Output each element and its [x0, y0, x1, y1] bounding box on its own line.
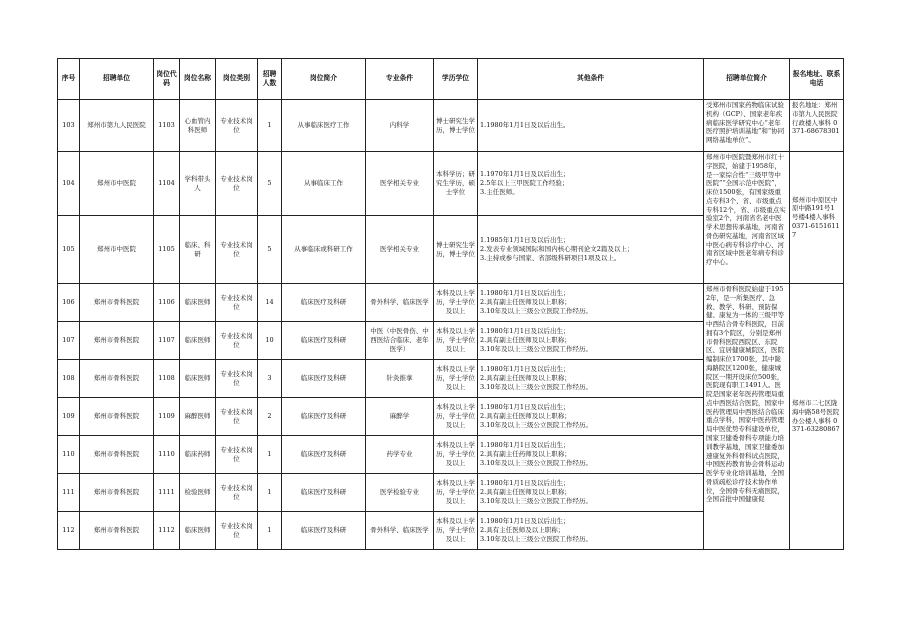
condition-line: 2.具有副主任医师及以上职称； — [480, 488, 571, 497]
condition-line: 2.发表专业领域国际和国内核心期刊论文2篇及以上； — [480, 245, 634, 254]
post-category: 专业技术岗位 — [216, 322, 258, 360]
post-name: 麻醉医师 — [180, 398, 216, 436]
post-name: 学科带头人 — [180, 152, 216, 216]
post-code: 1103 — [154, 100, 180, 152]
degree-requirement: 博士研究生学历，博士学位 — [434, 216, 478, 284]
condition-line: 1.1980年1月1日及以后出生； — [480, 441, 570, 450]
contact-info: 报名地址：郑州市第九人民医院行政楼人事科 0371-68678301 — [790, 100, 844, 152]
post-code: 1108 — [154, 360, 180, 398]
header-cell: 招聘单位 — [80, 59, 154, 100]
condition-line: 1.1970年1月1日及以后出生； — [480, 170, 570, 179]
other-conditions — [478, 152, 704, 216]
major-requirement: 骨外科学、临床医学 — [366, 512, 434, 550]
post-code: 1104 — [154, 152, 180, 216]
condition-line: 1.1985年1月1日及以后出生； — [480, 236, 570, 245]
hire-count: 5 — [258, 216, 282, 284]
other-conditions — [478, 474, 704, 512]
employer: 郑州市骨科医院 — [80, 398, 154, 436]
row-number: 104 — [58, 152, 80, 216]
major-requirement: 药学专业 — [366, 436, 434, 474]
row-number: 109 — [58, 398, 80, 436]
condition-line: 1.1980年1月1日及以后出生； — [480, 365, 570, 374]
other-conditions — [478, 216, 704, 284]
hire-count: 1 — [258, 512, 282, 550]
condition-line: 3.10年及以上三级公立医院工作经历。 — [480, 420, 592, 429]
condition-line: 1.1980年1月1日及以后出生。 — [480, 121, 570, 130]
employer: 郑州市骨科医院 — [80, 474, 154, 512]
header-cell: 岗位名称 — [180, 59, 216, 100]
condition-line: 2.具有副主任医师及以上职称； — [480, 336, 571, 345]
post-intro: 临床医疗及科研 — [282, 436, 366, 474]
header-row — [58, 59, 844, 100]
degree-requirement: 本科及以上学历，学士学位及以上 — [434, 360, 478, 398]
post-category: 专业技术岗位 — [216, 398, 258, 436]
degree-requirement: 本科及以上学历，学士学位及以上 — [434, 474, 478, 512]
other-conditions — [478, 398, 704, 436]
employer-intro: 郑州市骨科医院始建于1952年，是一所集医疗、急救、教学、科研、预防保健、康复为一体的三级甲等中西结合骨专科医院，目前拥有3个院区，分别是郑州市骨科医院西院区、东院区、宜居健康城院区，医院编制床位1700张，其中陇海路院区1200张，健康城院区一期开设床位500张，医院现有职工1491人。医院是国家老年医药管理局重点中西医结合医院，国家中医药管理局中西医结合临床重点学科，国家中医药管理局中医优势专科建设单位，国家卫健委骨科专项能力培训教学基地，国家卫健委加速康复外科骨科试点医院，中国医药教育协会骨科运动医学专业化培训基地，全国骨质疏松诊疗技术协作单位，全国骨专科无痛医院，全国首批中国健康促 — [704, 284, 790, 550]
condition-line: 3.主持或参与国家、省部级科研项目1项及以上。 — [480, 253, 621, 262]
header-cell: 学历学位 — [434, 59, 478, 100]
hire-count: 5 — [258, 152, 282, 216]
condition-line: 3.10年及以上三级公立医院工作经历。 — [480, 458, 592, 467]
post-category: 专业技术岗位 — [216, 360, 258, 398]
condition-line: 3.10年及以上三级公立医院工作经历。 — [480, 496, 592, 505]
major-requirement: 骨外科学、临床医学 — [366, 284, 434, 322]
condition-line: 3.10年及以上三级公立医院工作经历。 — [480, 344, 592, 353]
post-category: 专业技术岗位 — [216, 474, 258, 512]
post-code: 1110 — [154, 436, 180, 474]
condition-line: 1.1980年1月1日及以后出生； — [480, 479, 570, 488]
employer: 郑州市骨科医院 — [80, 360, 154, 398]
employer: 郑州市骨科医院 — [80, 284, 154, 322]
major-requirement: 医学检验专业 — [366, 474, 434, 512]
header-cell: 招聘单位简介 — [704, 59, 790, 100]
degree-requirement: 本科及以上学历，学士学位及以上 — [434, 436, 478, 474]
other-conditions — [478, 100, 704, 152]
condition-line: 2.具有副主任药师及以上职称； — [480, 450, 571, 459]
row-number: 106 — [58, 284, 80, 322]
other-conditions — [478, 284, 704, 322]
row-number: 105 — [58, 216, 80, 284]
condition-line: 1.1980年1月1日及以后出生； — [480, 517, 570, 526]
hire-count: 2 — [258, 398, 282, 436]
post-category: 专业技术岗位 — [216, 436, 258, 474]
other-conditions — [478, 512, 704, 550]
post-name: 临床、科研 — [180, 216, 216, 284]
post-name: 临床医师 — [180, 322, 216, 360]
major-requirement: 医学相关专业 — [366, 152, 434, 216]
condition-line: 1.1980年1月1日及以后出生； — [480, 327, 570, 336]
major-requirement: 针灸推拿 — [366, 360, 434, 398]
header-cell: 序号 — [58, 59, 80, 100]
row-number: 110 — [58, 436, 80, 474]
row-number: 103 — [58, 100, 80, 152]
post-code: 1107 — [154, 322, 180, 360]
header-cell: 招聘人数 — [258, 59, 282, 100]
post-intro: 临床医疗及科研 — [282, 512, 366, 550]
post-intro: 临床医疗及科研 — [282, 284, 366, 322]
condition-line: 3.10年及以上三级公立医院工作经历。 — [480, 534, 592, 543]
major-requirement: 内科学 — [366, 100, 434, 152]
condition-line: 2.具有主任医师及以上职称； — [480, 526, 565, 535]
row-number: 108 — [58, 360, 80, 398]
post-intro: 从事临床或科研工作 — [282, 216, 366, 284]
contact-info: 郑州市二七区陇海中路58号医院办公楼人事科 0371-63280867 — [790, 284, 844, 550]
degree-requirement: 本科及以上学历，学士学位及以上 — [434, 398, 478, 436]
hire-count: 10 — [258, 322, 282, 360]
employer: 郑州市中医院 — [80, 216, 154, 284]
header-cell: 报名地址、联系电话 — [790, 59, 844, 100]
hire-count: 14 — [258, 284, 282, 322]
condition-line: 3.主任医师。 — [480, 187, 519, 196]
condition-line: 3.10年及以上三级公立医院工作经历。 — [480, 382, 592, 391]
post-name: 临床医师 — [180, 284, 216, 322]
table-row — [58, 100, 844, 152]
table-row — [58, 284, 844, 322]
table-row — [58, 152, 844, 216]
post-name: 检验医师 — [180, 474, 216, 512]
employer: 郑州市骨科医院 — [80, 322, 154, 360]
row-number: 111 — [58, 474, 80, 512]
hire-count: 1 — [258, 474, 282, 512]
employer-intro: 受郑州市国家药物临床试验机构（GCP）、国家老年疾病临床医学研究中心“老年医疗照护培训基地”和“协同网络基地单位”。 — [704, 100, 790, 152]
condition-line: 1.1980年1月1日及以后出生； — [480, 403, 570, 412]
condition-line: 2.具有副主任医师及以上职称； — [480, 412, 571, 421]
post-name: 临床医师 — [180, 360, 216, 398]
row-number: 107 — [58, 322, 80, 360]
contact-info: 郑州市中原区中原中路191号1号楼4楼人事科 0371-61516117 — [790, 152, 844, 284]
header-cell: 其他条件 — [478, 59, 704, 100]
other-conditions — [478, 360, 704, 398]
post-intro: 临床医疗及科研 — [282, 322, 366, 360]
post-category: 专业技术岗位 — [216, 512, 258, 550]
hire-count: 1 — [258, 100, 282, 152]
condition-line: 1.1980年1月1日及以后出生； — [480, 289, 570, 298]
post-category: 专业技术岗位 — [216, 100, 258, 152]
condition-line: 2.具有副主任医师及以上职称； — [480, 374, 571, 383]
employer: 郑州市骨科医院 — [80, 512, 154, 550]
employer: 郑州市中医院 — [80, 152, 154, 216]
post-name: 临床医师 — [180, 512, 216, 550]
degree-requirement: 本科学历；研究生学历，硕士学位 — [434, 152, 478, 216]
degree-requirement: 博士研究生学历，博士学位 — [434, 100, 478, 152]
condition-line: 2.5年以上三甲医院工作经验； — [480, 179, 569, 188]
other-conditions — [478, 436, 704, 474]
degree-requirement: 本科及以上学历，学士学位及以上 — [434, 284, 478, 322]
major-requirement: 中医（中医骨伤、中西医结合临床、老年医学） — [366, 322, 434, 360]
post-intro: 临床医疗及科研 — [282, 398, 366, 436]
post-intro: 从事临床工作 — [282, 152, 366, 216]
recruitment-table — [57, 58, 844, 550]
hire-count: 3 — [258, 360, 282, 398]
post-category: 专业技术岗位 — [216, 216, 258, 284]
post-intro: 从事临床医疗工作 — [282, 100, 366, 152]
hire-count: 1 — [258, 436, 282, 474]
other-conditions — [478, 322, 704, 360]
post-category: 专业技术岗位 — [216, 284, 258, 322]
post-code: 1111 — [154, 474, 180, 512]
post-name: 临床药师 — [180, 436, 216, 474]
header-cell: 岗位代码 — [154, 59, 180, 100]
employer: 郑州市第九人民医院 — [80, 100, 154, 152]
degree-requirement: 本科及以上学历，学士学位及以上 — [434, 512, 478, 550]
header-cell: 专业条件 — [366, 59, 434, 100]
post-code: 1105 — [154, 216, 180, 284]
post-code: 1106 — [154, 284, 180, 322]
post-name: 心血管内科医师 — [180, 100, 216, 152]
row-number: 112 — [58, 512, 80, 550]
post-code: 1109 — [154, 398, 180, 436]
employer: 郑州市骨科医院 — [80, 436, 154, 474]
post-category: 专业技术岗位 — [216, 152, 258, 216]
condition-line: 3.10年及以上三级公立医院工作经历。 — [480, 306, 592, 315]
post-code: 1112 — [154, 512, 180, 550]
header-cell: 岗位类别 — [216, 59, 258, 100]
major-requirement: 麻醉学 — [366, 398, 434, 436]
major-requirement: 医学相关专业 — [366, 216, 434, 284]
post-intro: 临床医疗及科研 — [282, 474, 366, 512]
employer-intro: 郑州市中医院暨郑州市红十字医院，始建于1958年，是一家综合性“三级甲等中医院”“全国示范中医院”，床位1500张，有国家级重点专科3个、省、市级重点专科12个，省、市级重点实验室2个，河南省名老中医学术思想传承基地，河南省骨伤研究基地，河南省区域中医心病专科诊疗中心、河南省区域中医老年病专科诊疗中心。 — [704, 152, 790, 284]
condition-line: 2.具有副主任医师及以上职称； — [480, 298, 571, 307]
degree-requirement: 本科及以上学历，学士学位及以上 — [434, 322, 478, 360]
post-intro: 临床医疗及科研 — [282, 360, 366, 398]
header-cell: 岗位简介 — [282, 59, 366, 100]
